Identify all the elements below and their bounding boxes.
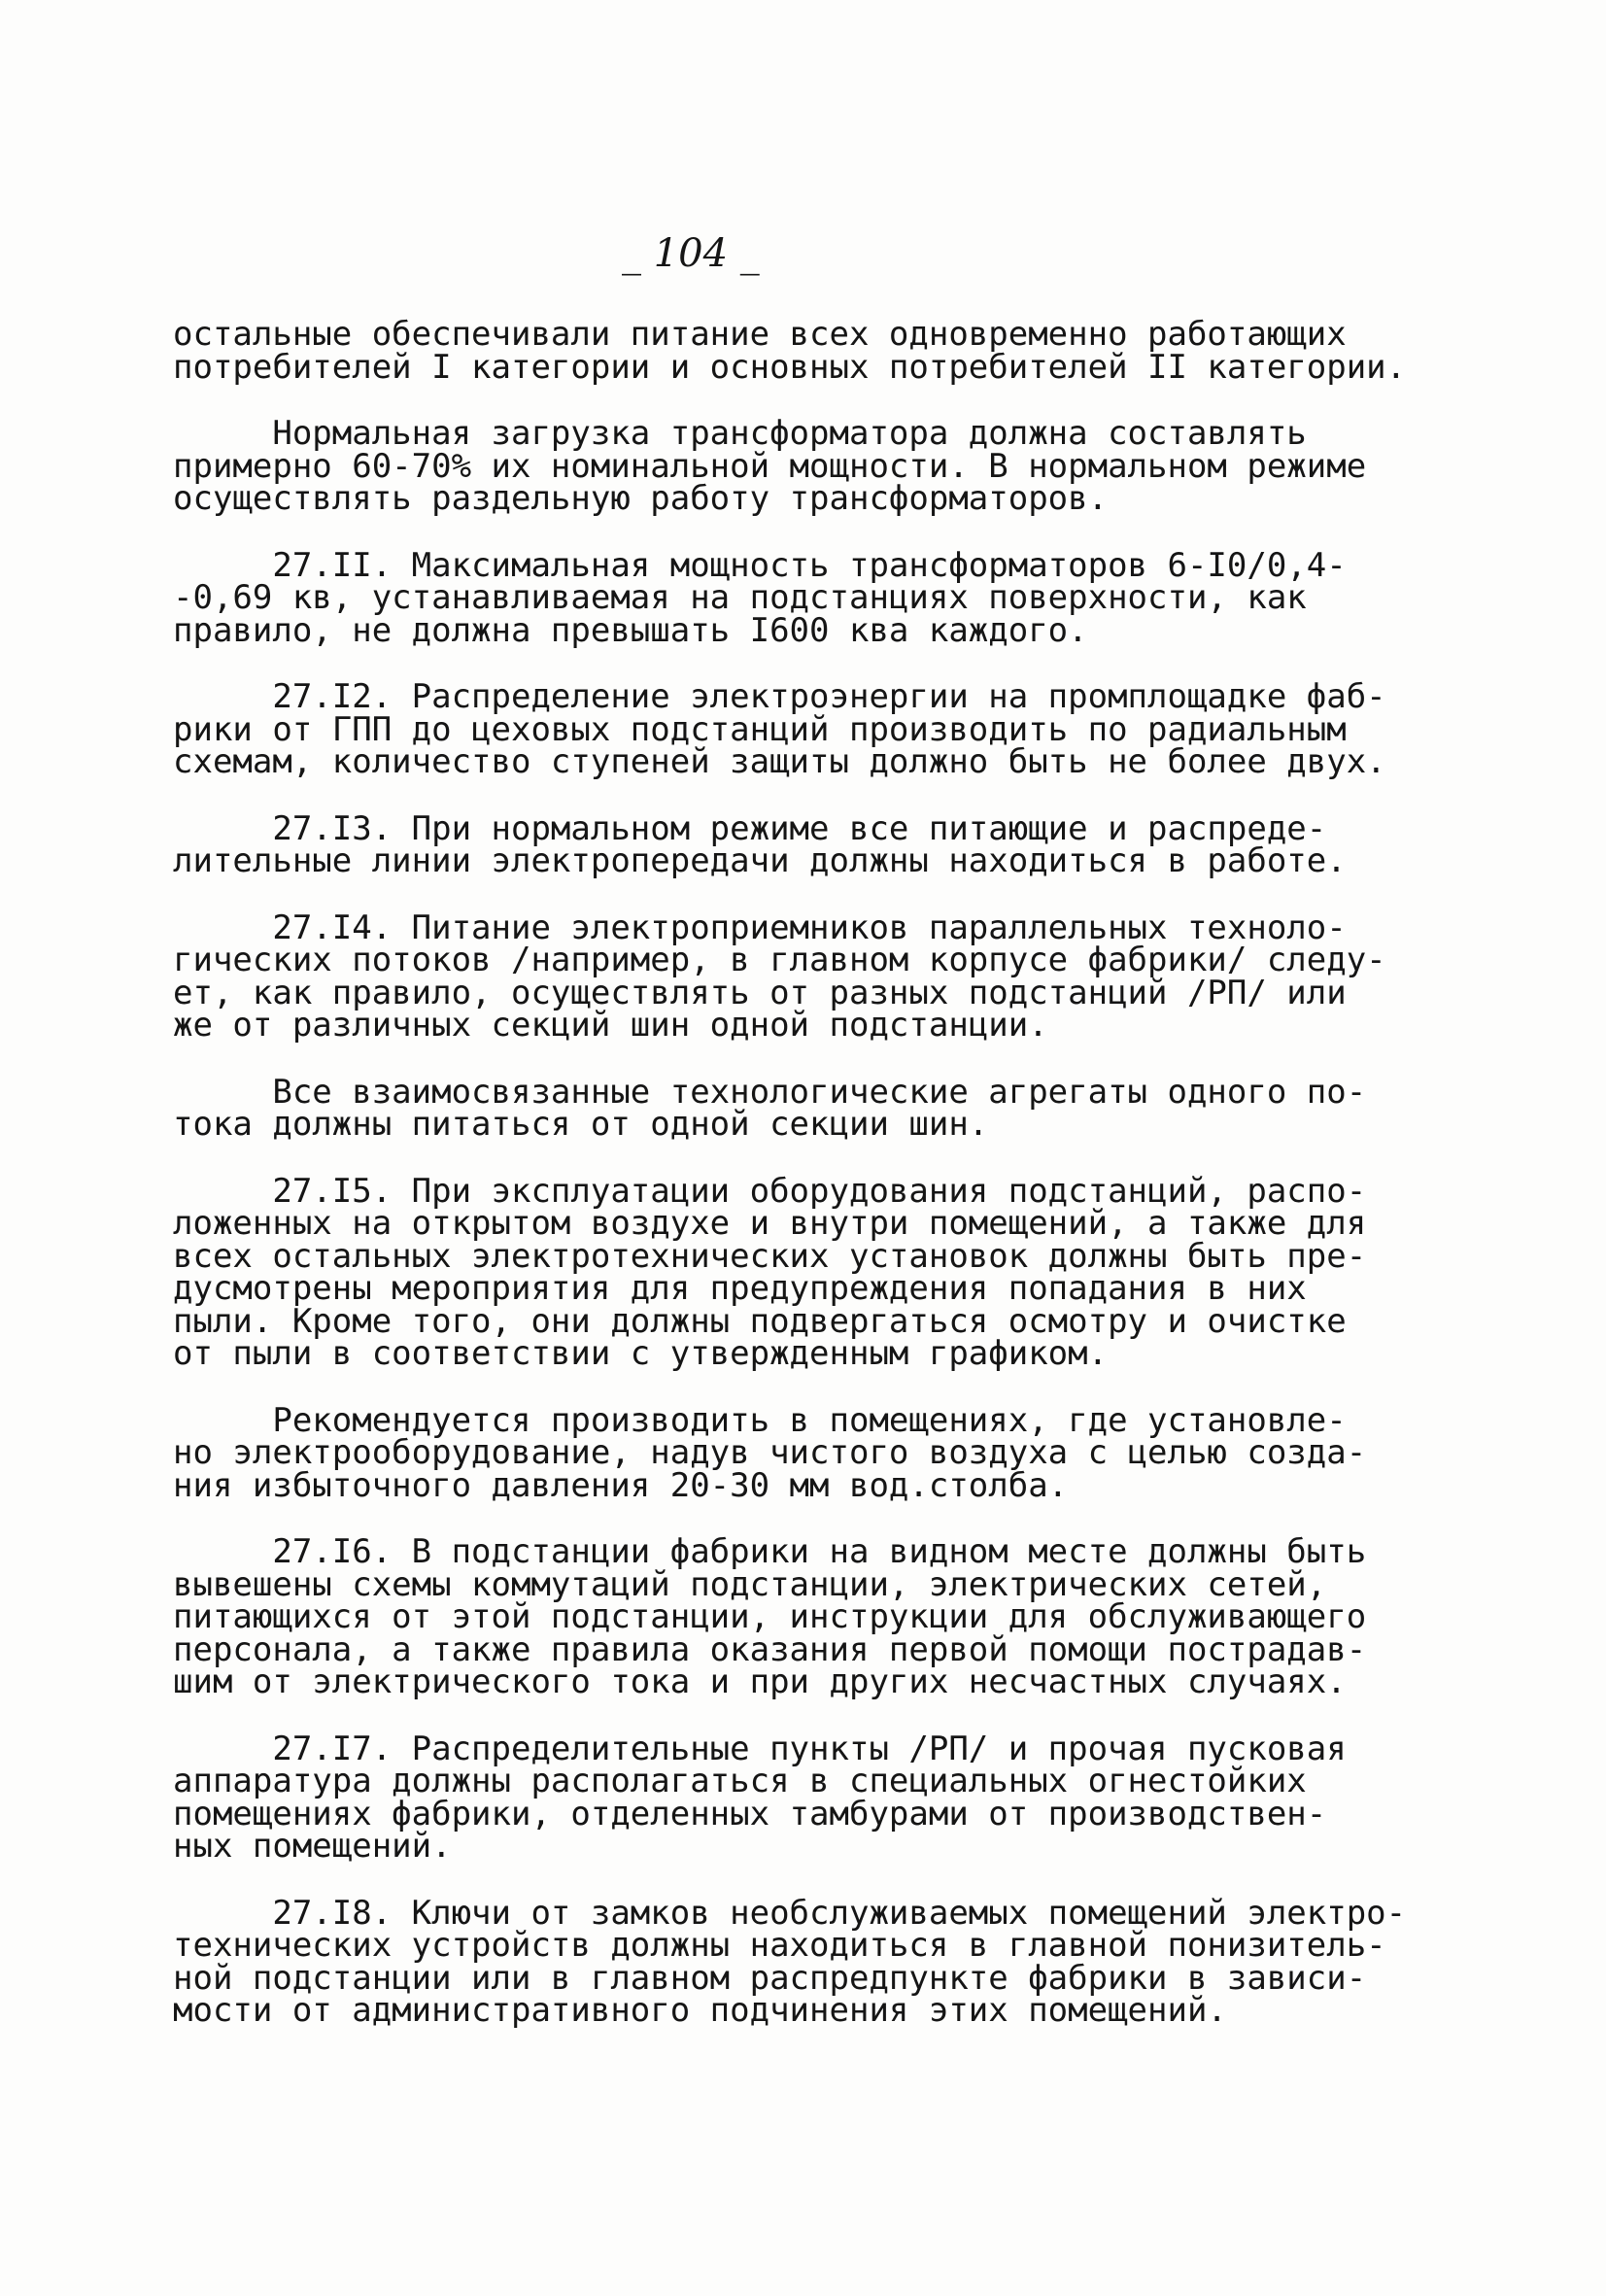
- text-line: питающихся от этой подстанции, инструкции для обслуживающего: [173, 1597, 1367, 1636]
- text-line: ния избыточного давления 20-30 мм вод.столба.: [173, 1465, 1069, 1505]
- text-line: 27.I7. Распределительные пункты /РП/ и прочая пусковая: [173, 1729, 1347, 1768]
- text-line: от пыли в соответствии с утвержденным графиком.: [173, 1334, 1109, 1373]
- text-line: 27.I8. Ключи от замков необслуживаемых помещений электро-: [173, 1893, 1407, 1933]
- text-line: Нормальная загрузка трансформатора должна составлять: [173, 414, 1307, 453]
- text-line: -0,69 кв, устанавливаемая на подстанциях поверхности, как: [173, 578, 1307, 617]
- text-line: 27.I5. При эксплуатации оборудования подстанций, распо-: [173, 1171, 1367, 1211]
- text-line: примерно 60-70% их номинальной мощности. В нормальном режиме: [173, 446, 1367, 486]
- paragraph: [173, 1532, 1436, 1701]
- text-line: 27.I6. В подстанции фабрики на видном месте должны быть: [173, 1532, 1367, 1571]
- paragraph: [173, 808, 1436, 880]
- document-body: [173, 315, 1436, 2062]
- text-line: Рекомендуется производить в помещениях, где установле-: [173, 1400, 1347, 1440]
- text-line: ет, как правило, осуществлять от разных подстанций /РП/ или: [173, 973, 1347, 1012]
- text-line: же от различных секций шин одной подстанции.: [173, 1006, 1048, 1045]
- text-line: 27.I4. Питание электроприемников параллельных техноло-: [173, 908, 1347, 947]
- text-line: 27.I2. Распределение электроэнергии на промплощадке фаб-: [173, 677, 1386, 716]
- text-line: правило, не должна превышать I600 ква каждого.: [173, 610, 1088, 650]
- text-line: шим от электрического тока и при других несчастных случаях.: [173, 1662, 1347, 1701]
- paragraph: [173, 315, 1436, 387]
- text-line: гических потоков /например, в главном корпусе фабрики/ следу-: [173, 941, 1386, 979]
- paragraph: [173, 1893, 1436, 2030]
- text-line: помещениях фабрики, отделенных тамбурами от производствен-: [173, 1794, 1327, 1833]
- paragraph: [173, 545, 1436, 650]
- text-line: ложенных на открытом воздухе и внутри помещений, а также для: [173, 1204, 1367, 1243]
- text-line: лительные линии электропередачи должны находиться в работе.: [173, 841, 1347, 880]
- paragraph: [173, 1072, 1436, 1144]
- text-line: остальные обеспечивали питание всех одновременно работающих: [173, 315, 1347, 354]
- paragraph: [173, 1729, 1436, 1866]
- text-line: ной подстанции или в главном распредпункте фабрики в зависи-: [173, 1958, 1367, 1998]
- text-line: осуществлять раздельную работу трансформаторов.: [173, 479, 1109, 518]
- text-line: 27.I3. При нормальном режиме все питающие и распреде-: [173, 808, 1327, 848]
- text-line: дусмотрены мероприятия для предупреждения попадания в них: [173, 1269, 1307, 1308]
- text-line: потребителей I категории и основных потребителей II категории.: [173, 347, 1407, 387]
- text-line: вывешены схемы коммутаций подстанции, электрических сетей,: [173, 1564, 1327, 1604]
- text-line: пыли. Кроме того, они должны подвергаться осмотру и очистке: [173, 1301, 1347, 1341]
- paragraph: [173, 908, 1436, 1045]
- text-line: Все взаимосвязанные технологические агрегаты одного по-: [173, 1072, 1367, 1112]
- text-line: 27.II. Максимальная мощность трансформаторов 6-I0/0,4-: [173, 545, 1347, 585]
- text-line: но электрооборудование, надув чистого воздуха с целью созда-: [173, 1433, 1367, 1472]
- text-line: ных помещений.: [173, 1827, 452, 1866]
- text-line: тока должны питаться от одной секции шин.: [173, 1105, 989, 1144]
- text-line: персонала, а также правила оказания первой помощи пострадав-: [173, 1629, 1367, 1669]
- text-line: рики от ГПП до цеховых подстанций производить по радиальным: [173, 709, 1347, 749]
- paragraph: [173, 677, 1436, 781]
- page-number: _ 104 _: [622, 231, 760, 276]
- text-line: схемам, количество ступеней защиты должно быть не более двух.: [173, 742, 1386, 781]
- text-line: всех остальных электротехнических установок должны быть пре-: [173, 1236, 1367, 1276]
- text-line: технических устройств должны находиться в главной понизитель-: [173, 1926, 1386, 1965]
- paragraph: [173, 1400, 1436, 1505]
- paragraph: [173, 414, 1436, 518]
- paragraph: [173, 1171, 1436, 1373]
- text-line: аппаратура должны располагаться в специальных огнестойких: [173, 1762, 1307, 1800]
- text-line: мости от административного подчинения этих помещений.: [173, 1991, 1227, 2030]
